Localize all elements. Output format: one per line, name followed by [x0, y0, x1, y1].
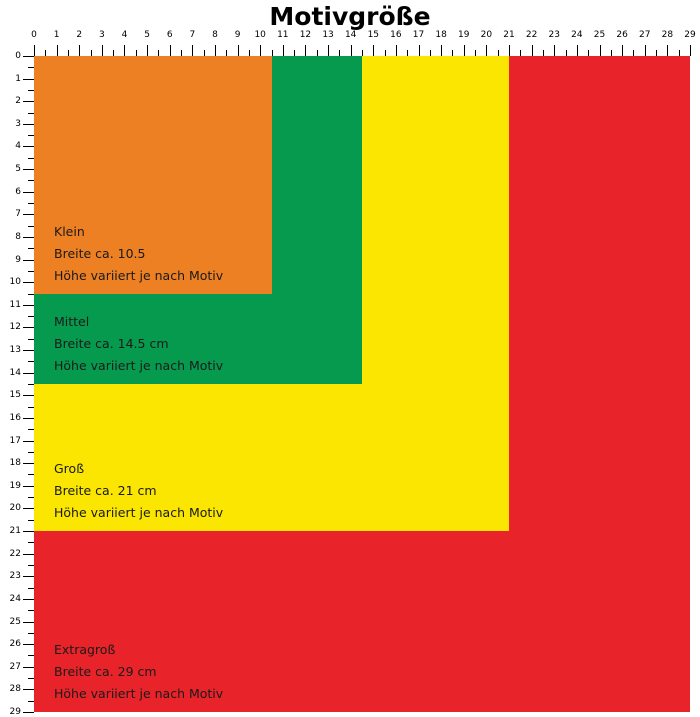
ruler-tick-h: [328, 45, 329, 56]
ruler-tick-h: [509, 45, 510, 56]
ruler-tick-v: [23, 214, 34, 215]
size-caption-klein: [54, 223, 224, 283]
ruler-tick-v: [23, 554, 34, 555]
size-name-mittel: Mittel: [54, 314, 90, 330]
ruler-tick-v: [23, 599, 34, 600]
ruler-tick-v: [23, 79, 34, 80]
ruler-tick-v: [23, 486, 34, 487]
ruler-tick-v: [23, 531, 34, 532]
ruler-tick-h: [305, 45, 306, 56]
ruler-label-v: 9: [15, 254, 21, 265]
ruler-label-v: 8: [15, 231, 21, 242]
size-height-note-gross: Höhe variiert je nach Motiv: [54, 505, 224, 521]
ruler-tick-v: [23, 169, 34, 170]
ruler-label-h: 9: [234, 30, 241, 40]
ruler-tick-h: [600, 45, 601, 56]
ruler-tick-h: [667, 45, 668, 56]
size-height-note-klein: Höhe variiert je nach Motiv: [54, 267, 224, 283]
ruler-tick-h: [486, 45, 487, 56]
ruler-label-h: 4: [121, 30, 128, 40]
ruler-tick-h: [192, 45, 193, 56]
ruler-label-v: 26: [9, 639, 21, 650]
ruler-tick-v: [23, 576, 34, 577]
ruler-label-v: 10: [9, 277, 21, 288]
ruler-tick-v: [23, 712, 34, 713]
ruler-tick-h: [260, 45, 261, 56]
ruler-label-h: 18: [435, 30, 447, 40]
ruler-tick-v: [23, 441, 34, 442]
ruler-label-h: 8: [212, 30, 218, 40]
ruler-tick-v: [23, 667, 34, 668]
ruler-tick-v: [23, 418, 34, 419]
ruler-label-h: 12: [299, 30, 312, 40]
ruler-tick-v: [23, 622, 34, 623]
size-width-gross: Breite ca. 21 cm: [54, 483, 157, 499]
ruler-tick-h: [396, 45, 397, 56]
ruler-label-h: 21: [503, 30, 515, 40]
ruler-label-v: 22: [9, 548, 21, 559]
ruler-tick-h: [79, 45, 80, 56]
ruler-tick-v: [23, 282, 34, 283]
ruler-label-v: 28: [9, 684, 21, 695]
ruler-label-h: 3: [98, 30, 105, 40]
ruler-tick-v: [23, 327, 34, 328]
ruler-tick-v: [23, 373, 34, 374]
ruler-tick-v: [23, 124, 34, 125]
ruler-label-v: 21: [9, 526, 21, 537]
size-caption-gross: [54, 463, 223, 519]
ruler-label-v: 18: [9, 458, 21, 469]
ruler-label-v: 12: [9, 322, 21, 333]
ruler-tick-v: [23, 463, 34, 464]
ruler-label-h: 20: [480, 30, 493, 40]
ruler-label-h: 22: [525, 30, 538, 40]
ruler-label-h: 29: [684, 30, 696, 40]
size-name-klein: Klein: [54, 223, 85, 239]
ruler-tick-h: [554, 45, 555, 56]
ruler-tick-v: [23, 260, 34, 261]
ruler-label-v: 13: [9, 345, 21, 356]
ruler-label-v: 20: [9, 503, 21, 514]
ruler-tick-h: [215, 45, 216, 56]
page-title: Motivgröße: [269, 2, 431, 31]
ruler-tick-v: [23, 101, 34, 102]
ruler-label-v: 5: [15, 164, 21, 175]
size-width-klein: Breite ca. 10.5: [54, 245, 146, 261]
ruler-label-v: 29: [9, 706, 21, 717]
ruler-label-h: 11: [277, 30, 289, 40]
ruler-label-h: 6: [166, 30, 173, 40]
ruler-label-h: 7: [189, 30, 196, 40]
ruler-tick-h: [124, 45, 125, 56]
ruler-label-h: 0: [31, 30, 37, 40]
ruler-tick-h: [34, 45, 35, 56]
chart-plot-area: [34, 56, 690, 712]
size-width-extragross: Breite ca. 29 cm: [54, 664, 157, 680]
ruler-tick-h: [283, 45, 284, 56]
ruler-label-h: 1: [53, 30, 60, 40]
ruler-label-h: 23: [548, 30, 560, 40]
size-height-note-mittel: Höhe variiert je nach Motiv: [54, 358, 224, 374]
ruler-tick-h: [419, 45, 420, 56]
ruler-label-h: 24: [571, 30, 583, 40]
ruler-label-h: 26: [616, 30, 628, 40]
ruler-label-v: 25: [9, 616, 21, 627]
ruler-label-h: 5: [144, 30, 150, 40]
size-caption-mittel: [54, 316, 223, 372]
ruler-tick-v: [23, 395, 34, 396]
size-caption-extragross: [54, 644, 223, 700]
ruler-tick-v: [23, 350, 34, 351]
size-height-note-extragross: Höhe variiert je nach Motiv: [54, 686, 224, 702]
ruler-label-v: 14: [9, 367, 21, 378]
ruler-label-h: 10: [254, 30, 266, 40]
ruler-tick-h: [532, 45, 533, 56]
ruler-label-v: 19: [9, 480, 21, 491]
horizontal-ruler: [31, 30, 696, 56]
ruler-label-v: 27: [9, 661, 21, 672]
ruler-tick-v: [23, 192, 34, 193]
ruler-tick-v: [23, 305, 34, 306]
ruler-label-h: 17: [412, 30, 425, 40]
ruler-label-v: 1: [15, 73, 21, 84]
ruler-label-v: 15: [9, 390, 21, 401]
ruler-tick-h: [464, 45, 465, 56]
ruler-tick-h: [170, 45, 171, 56]
size-name-extragross: Extragroß: [54, 642, 116, 658]
ruler-tick-h: [645, 45, 646, 56]
ruler-label-v: 0: [15, 51, 21, 61]
ruler-label-h: 27: [639, 30, 651, 40]
ruler-label-v: 16: [9, 412, 21, 423]
ruler-tick-h: [238, 45, 239, 56]
ruler-tick-h: [441, 45, 442, 56]
ruler-label-v: 2: [15, 96, 21, 107]
ruler-label-v: 6: [15, 186, 21, 197]
ruler-label-v: 4: [15, 141, 21, 152]
size-name-gross: Groß: [54, 461, 85, 477]
ruler-label-h: 28: [661, 30, 674, 40]
ruler-label-v: 23: [9, 571, 21, 582]
ruler-tick-h: [622, 45, 623, 56]
ruler-label-v: 24: [9, 593, 21, 604]
ruler-tick-v: [23, 146, 34, 147]
ruler-label-v: 7: [15, 209, 21, 220]
ruler-tick-h: [690, 45, 691, 56]
ruler-label-h: 25: [593, 30, 606, 40]
ruler-label-h: 15: [367, 30, 380, 40]
ruler-label-v: 17: [9, 435, 21, 446]
ruler-label-v: 11: [9, 299, 21, 310]
ruler-tick-h: [57, 45, 58, 56]
ruler-tick-v: [23, 237, 34, 238]
size-width-mittel: Breite ca. 14.5 cm: [54, 336, 169, 352]
ruler-tick-v: [23, 508, 34, 509]
ruler-label-h: 16: [390, 30, 402, 40]
ruler-label-h: 13: [322, 30, 334, 40]
ruler-tick-h: [577, 45, 578, 56]
ruler-tick-h: [373, 45, 374, 56]
vertical-ruler: [8, 51, 34, 717]
ruler-tick-v: [23, 689, 34, 690]
ruler-tick-h: [102, 45, 103, 56]
ruler-label-h: 14: [344, 30, 357, 40]
ruler-tick-v: [23, 56, 34, 57]
ruler-label-v: 3: [15, 118, 21, 129]
ruler-tick-v: [23, 644, 34, 645]
ruler-label-h: 2: [76, 30, 83, 40]
ruler-tick-h: [351, 45, 352, 56]
ruler-tick-h: [147, 45, 148, 56]
ruler-label-h: 19: [458, 30, 470, 40]
